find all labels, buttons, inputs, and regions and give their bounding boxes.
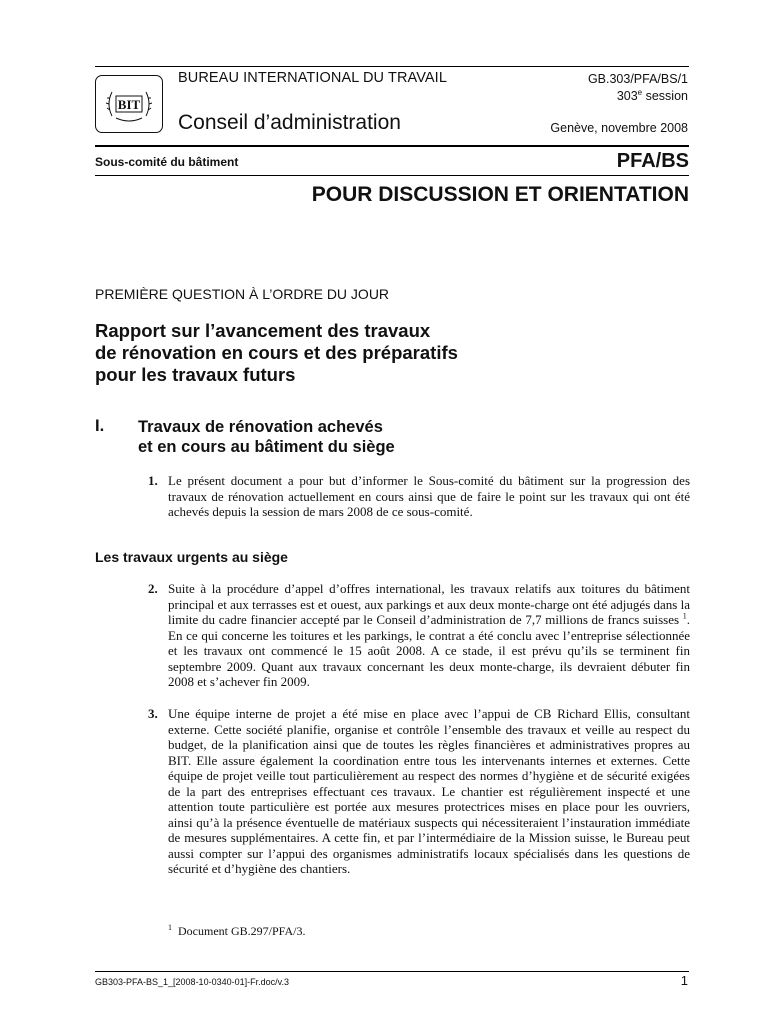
org-name: BUREAU INTERNATIONAL DU TRAVAIL (178, 70, 447, 86)
council-name: Conseil d’administration (178, 111, 401, 134)
committee-code: PFA/BS (616, 150, 689, 172)
footer-rule (95, 971, 689, 972)
subsection-heading: Les travaux urgents au siège (95, 549, 288, 565)
paragraph-1 (148, 473, 690, 520)
doc-reference: GB.303/PFA/BS/1 (587, 72, 688, 86)
paragraph-number: 3. (148, 706, 158, 721)
document-title (95, 320, 458, 386)
paragraph-text (168, 581, 690, 690)
session-word: session (645, 89, 688, 103)
page-number: 1 (680, 973, 688, 988)
section-number: I. (95, 417, 105, 435)
session-number: 303 (616, 89, 638, 103)
footer-filename: GB303-PFA-BS_1_[2008-10-0340-01]-Fr.doc/v.3 (95, 977, 289, 987)
title-line: de rénovation en cours et des préparatifs (95, 342, 458, 363)
title-line: pour les travaux futurs (95, 364, 296, 385)
footnote-reference[interactable]: 1 (682, 611, 687, 621)
subheader-rule (95, 175, 689, 176)
paragraph-3 (148, 706, 690, 877)
paragraph-text: Une équipe interne de projet a été mise en place avec l’appui de CB Richard Ellis, consultant externe. Cette société planifie, organise et contrôle l’ensemble des travaux et veille au respect du budget, de la planification ainsi que de toutes les règles financières et administratives propres au BIT. Elle assure également la coordination entre tous les intervenants internes et externes. Cette équipe de projet veille tout particulièrement au respect des normes d’hygiène et de sécurité exigées de la part des entreprises effectuant ces travaux. Le chantier est régulièrement inspecté et une attention toute particulière est portée aux mesures protectrices mises en place pour les ouvriers, ainsi qu’à la présence éventuelle de matériaux suspects qui nécessiteraient l’instauration immédiate de mesures supplémentaires. A cette fin, et par l’intermédiaire de la Mission suisse, le Bureau peut aussi compter sur l’appui des organismes administratifs locaux spécialisés dans les questions de sécurité et d’hygiène des chantiers. (168, 706, 690, 876)
header-top-rule (95, 66, 689, 67)
document-purpose: POUR DISCUSSION ET ORIENTATION (311, 183, 689, 206)
section-heading-line: et en cours au bâtiment du siège (138, 438, 395, 456)
committee-name: Sous-comité du bâtiment (95, 155, 239, 169)
paragraph-text-part: Suite à la procédure d’appel d’offres international, les travaux relatifs aux toitures du bâtiment principal et aux terrasses est et ouest, aux parkings et aux deux monte-charge ont été adjugés dans la limite du cadre financier accepté par le Conseil d’administration de 7,7 millions de francs suisses (168, 581, 690, 627)
agenda-item: PREMIÈRE QUESTION À L’ORDRE DU JOUR (95, 286, 390, 302)
paragraph-text: Le présent document a pour but d’informer le Sous-comité du bâtiment sur la progression des travaux de rénovation actuellement en cours ainsi que de faire le point sur les travaux qui ont été achevés depuis la session de mars 2008 de ce sous-comité. (168, 473, 690, 519)
footnote-mark: 1 (168, 923, 172, 932)
bit-logo (95, 75, 163, 133)
session-label (617, 89, 688, 103)
session-superscript: e (637, 87, 643, 97)
paragraph-2 (148, 581, 690, 690)
footnote (168, 924, 305, 939)
logo-text: BIT (117, 97, 141, 112)
section-heading (138, 417, 395, 457)
place-date: Genève, novembre 2008 (550, 121, 688, 135)
ilo-emblem-icon (102, 80, 156, 128)
header-thick-rule (95, 145, 689, 147)
paragraph-number: 1. (148, 473, 158, 488)
paragraph-text-part: . En ce qui concerne les toitures et les parkings, le contrat a été conclu avec l’entreprise sélectionnée et les travaux ont commencé le 15 août 2008. A ce stade, il est prévu qu’ils se terminent fin septembre 2009. Quant aux travaux concernant les deux monte-charge, ils devraient débuter fin 2008 et s’achever fin 2009. (168, 612, 690, 689)
paragraph-number: 2. (148, 581, 158, 596)
footnote-text: Document GB.297/PFA/3. (178, 924, 306, 938)
title-line: Rapport sur l’avancement des travaux (95, 320, 431, 341)
section-heading-line: Travaux de rénovation achevés (138, 418, 383, 436)
